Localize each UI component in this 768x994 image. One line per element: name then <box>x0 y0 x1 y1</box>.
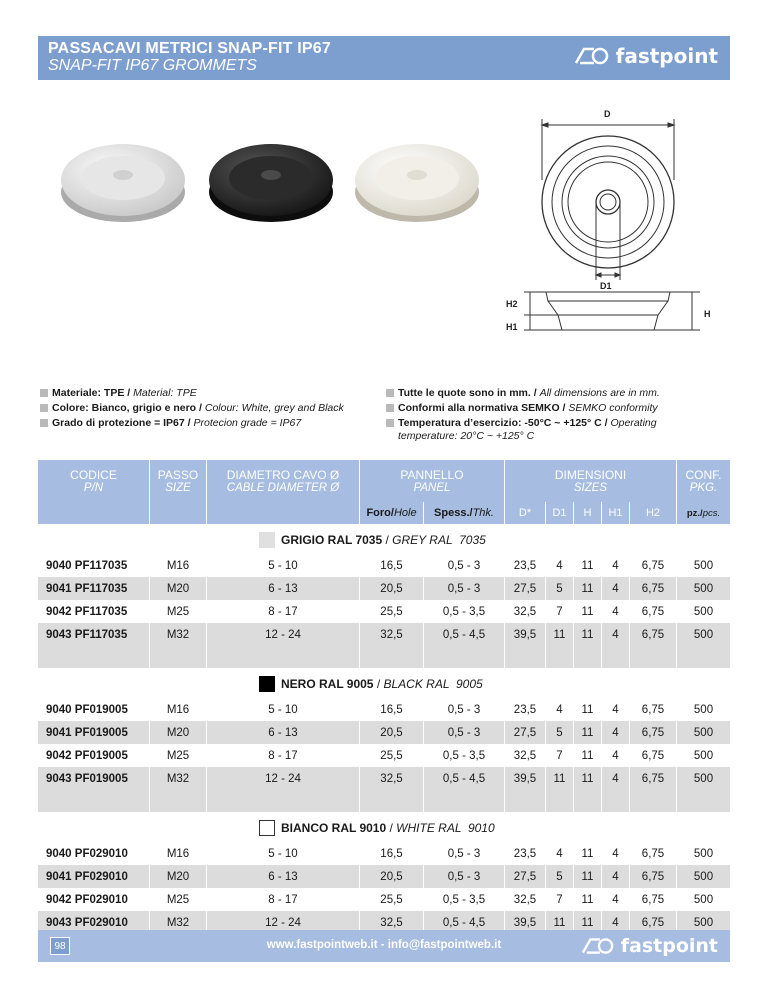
cell-code: 9042 PF117035 <box>46 605 128 618</box>
colour-swatch <box>259 820 275 836</box>
cell-d1: 4 <box>545 698 573 721</box>
group-name-english: GREY RAL 7035 <box>392 533 486 547</box>
cell-cable-diameter: 12 - 24 <box>206 767 359 790</box>
cell-h: 11 <box>573 842 601 865</box>
cell-thickness: 0,5 - 3 <box>423 698 504 721</box>
table-row <box>38 744 730 767</box>
brand-logo-text: fastpoint <box>615 44 718 68</box>
technical-drawing <box>500 105 730 345</box>
specs-right <box>386 387 716 445</box>
page-number: 98 <box>50 937 70 955</box>
cell-thickness: 0,5 - 3 <box>423 842 504 865</box>
cell-h2: 6,75 <box>629 767 676 790</box>
table-spacer-row <box>38 646 730 668</box>
group-name: GRIGIO RAL 7035 <box>281 533 383 547</box>
bullet-icon <box>386 419 394 427</box>
cell-cable-diameter: 8 - 17 <box>206 744 359 767</box>
group-name-english: BLACK RAL 9005 <box>383 677 483 691</box>
cell-thickness: 0,5 - 4,5 <box>423 911 504 934</box>
black-grommet-image <box>206 120 336 250</box>
col-size-header: PASSO SIZE <box>149 460 206 502</box>
cell-d: 39,5 <box>504 767 545 790</box>
cell-d1: 7 <box>545 888 573 911</box>
cell-d1: 4 <box>545 842 573 865</box>
cell-cable-diameter: 12 - 24 <box>206 623 359 646</box>
cell-code: 9040 PF029010 <box>46 847 128 860</box>
footer-logo <box>581 935 718 957</box>
cell-cable-diameter: 5 - 10 <box>206 554 359 577</box>
table-row <box>38 721 730 744</box>
col-dimensions-header: DIMENSIONI SIZES <box>504 460 676 502</box>
bullet-icon <box>40 419 48 427</box>
table-row <box>38 767 730 790</box>
cell-d1: 5 <box>545 721 573 744</box>
cell-code: 9040 PF117035 <box>46 559 128 572</box>
cell-d: 23,5 <box>504 698 545 721</box>
group-heading: NERO RAL 9005 / BLACK RAL 9005 <box>38 668 730 698</box>
cell-h1: 4 <box>601 888 629 911</box>
col-code-header: CODICE P/N <box>70 468 117 494</box>
bullet-icon <box>386 404 394 412</box>
table-body <box>38 524 730 956</box>
cell-cable-diameter: 8 - 17 <box>206 888 359 911</box>
cell-h1: 4 <box>601 744 629 767</box>
sub-h1: H1 <box>601 502 629 524</box>
cell-thickness: 0,5 - 3 <box>423 577 504 600</box>
col-pkg-header: CONF. PKG. <box>676 460 730 502</box>
cell-pkg: 500 <box>676 623 730 646</box>
table-row <box>38 865 730 888</box>
group-heading: GRIGIO RAL 7035 / GREY RAL 7035 <box>38 524 730 554</box>
cell-size: M25 <box>149 600 206 623</box>
cell-pkg: 500 <box>676 698 730 721</box>
cell-h: 11 <box>573 911 601 934</box>
cell-pkg: 500 <box>676 911 730 934</box>
cell-h2: 6,75 <box>629 554 676 577</box>
group-name-english: WHITE RAL 9010 <box>396 821 495 835</box>
footer-contact[interactable]: www.fastpointweb.it - info@fastpointweb.it <box>266 939 502 951</box>
cell-pkg: 500 <box>676 767 730 790</box>
cell-d: 27,5 <box>504 865 545 888</box>
cell-pkg: 500 <box>676 865 730 888</box>
cell-d: 27,5 <box>504 721 545 744</box>
cell-code: 9041 PF117035 <box>46 582 128 595</box>
cell-h1: 4 <box>601 554 629 577</box>
cell-size: M20 <box>149 865 206 888</box>
cell-h2: 6,75 <box>629 888 676 911</box>
title-english: SNAP-FIT IP67 GROMMETS <box>48 57 257 74</box>
cell-h2: 6,75 <box>629 865 676 888</box>
sub-d1: D1 <box>545 502 573 524</box>
bullet-icon <box>40 389 48 397</box>
cell-code: 9042 PF029010 <box>46 893 128 906</box>
cell-hole: 16,5 <box>359 842 423 865</box>
cell-h: 11 <box>573 577 601 600</box>
cell-thickness: 0,5 - 3 <box>423 865 504 888</box>
sub-pcs: pz./ pcs. <box>676 502 730 524</box>
sub-hole: Foro/ Hole <box>359 502 423 524</box>
cell-h1: 4 <box>601 623 629 646</box>
spec-colour: Colore: Bianco, grigio e nero / Colour: White, grey and Black <box>40 402 370 415</box>
cell-h1: 4 <box>601 577 629 600</box>
cell-pkg: 500 <box>676 554 730 577</box>
cell-h2: 6,75 <box>629 623 676 646</box>
cell-d: 39,5 <box>504 911 545 934</box>
page-footer <box>38 930 730 962</box>
cell-hole: 20,5 <box>359 865 423 888</box>
cell-d: 23,5 <box>504 554 545 577</box>
cell-hole: 16,5 <box>359 554 423 577</box>
cell-h: 11 <box>573 865 601 888</box>
cell-cable-diameter: 8 - 17 <box>206 600 359 623</box>
cell-size: M25 <box>149 744 206 767</box>
colour-swatch <box>259 676 275 692</box>
dim-label-h1: H1 <box>506 322 518 332</box>
cell-h2: 6,75 <box>629 600 676 623</box>
cell-code: 9043 PF029010 <box>46 916 128 929</box>
cell-hole: 25,5 <box>359 600 423 623</box>
table-row <box>38 577 730 600</box>
cell-size: M32 <box>149 623 206 646</box>
cell-size: M32 <box>149 767 206 790</box>
cell-d1: 11 <box>545 623 573 646</box>
sub-thickness: Spess./ Thk. <box>423 502 504 524</box>
cell-hole: 20,5 <box>359 721 423 744</box>
table-row <box>38 554 730 577</box>
cell-d: 32,5 <box>504 600 545 623</box>
cell-d: 23,5 <box>504 842 545 865</box>
group-heading: BIANCO RAL 9010 / WHITE RAL 9010 <box>38 812 730 842</box>
cell-cable-diameter: 5 - 10 <box>206 698 359 721</box>
cell-h2: 6,75 <box>629 911 676 934</box>
cell-code: 9041 PF029010 <box>46 870 128 883</box>
table-row <box>38 600 730 623</box>
cell-h1: 4 <box>601 600 629 623</box>
cell-h: 11 <box>573 698 601 721</box>
cell-h2: 6,75 <box>629 721 676 744</box>
cell-d: 39,5 <box>504 623 545 646</box>
sub-h2: H2 <box>629 502 676 524</box>
cell-hole: 25,5 <box>359 744 423 767</box>
cell-pkg: 500 <box>676 744 730 767</box>
table-header <box>38 460 730 502</box>
table-spacer-row <box>38 790 730 812</box>
colour-swatch <box>259 532 275 548</box>
bullet-icon <box>386 389 394 397</box>
cell-thickness: 0,5 - 3,5 <box>423 600 504 623</box>
cell-h: 11 <box>573 767 601 790</box>
cell-h2: 6,75 <box>629 577 676 600</box>
cell-code: 9040 PF019005 <box>46 703 128 716</box>
cell-h: 11 <box>573 721 601 744</box>
cell-h1: 4 <box>601 721 629 744</box>
group-name: NERO RAL 9005 <box>281 677 374 691</box>
specs-left <box>40 387 370 432</box>
brand-logo <box>574 44 718 68</box>
cell-d1: 7 <box>545 744 573 767</box>
cell-code: 9042 PF019005 <box>46 749 128 762</box>
cell-h2: 6,75 <box>629 698 676 721</box>
cell-h1: 4 <box>601 842 629 865</box>
cell-d1: 11 <box>545 767 573 790</box>
cell-h1: 4 <box>601 865 629 888</box>
cell-hole: 32,5 <box>359 911 423 934</box>
cell-d1: 5 <box>545 577 573 600</box>
cell-d: 32,5 <box>504 744 545 767</box>
dim-label-h: H <box>704 309 711 319</box>
bullet-icon <box>40 404 48 412</box>
cell-h2: 6,75 <box>629 842 676 865</box>
col-panel-header: PANNELLO PANEL <box>359 460 504 502</box>
cell-cable-diameter: 6 - 13 <box>206 865 359 888</box>
cell-thickness: 0,5 - 3 <box>423 721 504 744</box>
footer-logo-text: fastpoint <box>620 935 718 957</box>
product-table <box>38 460 730 956</box>
cell-d1: 5 <box>545 865 573 888</box>
cell-size: M32 <box>149 911 206 934</box>
cell-d: 32,5 <box>504 888 545 911</box>
cell-thickness: 0,5 - 4,5 <box>423 767 504 790</box>
cell-cable-diameter: 12 - 24 <box>206 911 359 934</box>
table-row <box>38 698 730 721</box>
spec-protection: Grado di protezione = IP67 / Protecion grade = IP67 <box>40 417 370 430</box>
cell-pkg: 500 <box>676 842 730 865</box>
group-name: BIANCO RAL 9010 <box>281 821 387 835</box>
grey-grommet-image <box>58 120 188 250</box>
col-cable-header: DIAMETRO CAVO Ø CABLE DIAMETER Ø <box>206 460 359 502</box>
cell-cable-diameter: 5 - 10 <box>206 842 359 865</box>
cell-h: 11 <box>573 600 601 623</box>
cell-size: M25 <box>149 888 206 911</box>
spec-semko: Conformi alla normativa SEMKO / SEMKO conformity <box>386 402 716 415</box>
cell-thickness: 0,5 - 3,5 <box>423 744 504 767</box>
spec-temperature: Temperatura d’esercizio: -50°C ~ +125° C / Operating temperature: 20°C ~ +125° C <box>386 417 716 443</box>
cell-pkg: 500 <box>676 888 730 911</box>
cell-d: 27,5 <box>504 577 545 600</box>
cell-thickness: 0,5 - 3 <box>423 554 504 577</box>
cell-d1: 11 <box>545 911 573 934</box>
cell-d1: 7 <box>545 600 573 623</box>
cell-cable-diameter: 6 - 13 <box>206 721 359 744</box>
cell-pkg: 500 <box>676 600 730 623</box>
cell-h1: 4 <box>601 698 629 721</box>
cell-size: M20 <box>149 577 206 600</box>
sub-h: H <box>573 502 601 524</box>
cell-hole: 20,5 <box>359 577 423 600</box>
cell-size: M20 <box>149 721 206 744</box>
cell-pkg: 500 <box>676 721 730 744</box>
cell-code: 9041 PF019005 <box>46 726 128 739</box>
cell-code: 9043 PF019005 <box>46 772 128 785</box>
dim-label-d: D <box>604 109 611 119</box>
fastpoint-logo-icon <box>574 46 610 66</box>
sub-d: D* <box>504 502 545 524</box>
cell-size: M16 <box>149 554 206 577</box>
dim-label-d1: D1 <box>600 281 612 291</box>
cell-h: 11 <box>573 554 601 577</box>
cell-hole: 32,5 <box>359 623 423 646</box>
cell-size: M16 <box>149 698 206 721</box>
cell-code: 9043 PF117035 <box>46 628 128 641</box>
table-row <box>38 888 730 911</box>
cell-cable-diameter: 6 - 13 <box>206 577 359 600</box>
fastpoint-logo-icon <box>581 936 615 956</box>
dim-label-h2: H2 <box>506 299 518 309</box>
table-row <box>38 842 730 865</box>
cell-hole: 32,5 <box>359 767 423 790</box>
cell-h1: 4 <box>601 767 629 790</box>
table-row <box>38 623 730 646</box>
title-italian: PASSACAVI METRICI SNAP-FIT IP67 <box>48 40 331 57</box>
cell-h: 11 <box>573 888 601 911</box>
white-grommet-image <box>352 120 482 250</box>
cell-thickness: 0,5 - 4,5 <box>423 623 504 646</box>
cell-h: 11 <box>573 623 601 646</box>
cell-d1: 4 <box>545 554 573 577</box>
cell-h2: 6,75 <box>629 744 676 767</box>
spec-dimensions-unit: Tutte le quote sono in mm. / All dimensions are in mm. <box>386 387 716 400</box>
table-subheader <box>38 502 730 524</box>
cell-thickness: 0,5 - 3,5 <box>423 888 504 911</box>
cell-hole: 16,5 <box>359 698 423 721</box>
cell-h: 11 <box>573 744 601 767</box>
cell-size: M16 <box>149 842 206 865</box>
cell-pkg: 500 <box>676 577 730 600</box>
spec-material: Materiale: TPE / Material: TPE <box>40 387 370 400</box>
page-header <box>38 36 730 80</box>
cell-hole: 25,5 <box>359 888 423 911</box>
cell-h1: 4 <box>601 911 629 934</box>
